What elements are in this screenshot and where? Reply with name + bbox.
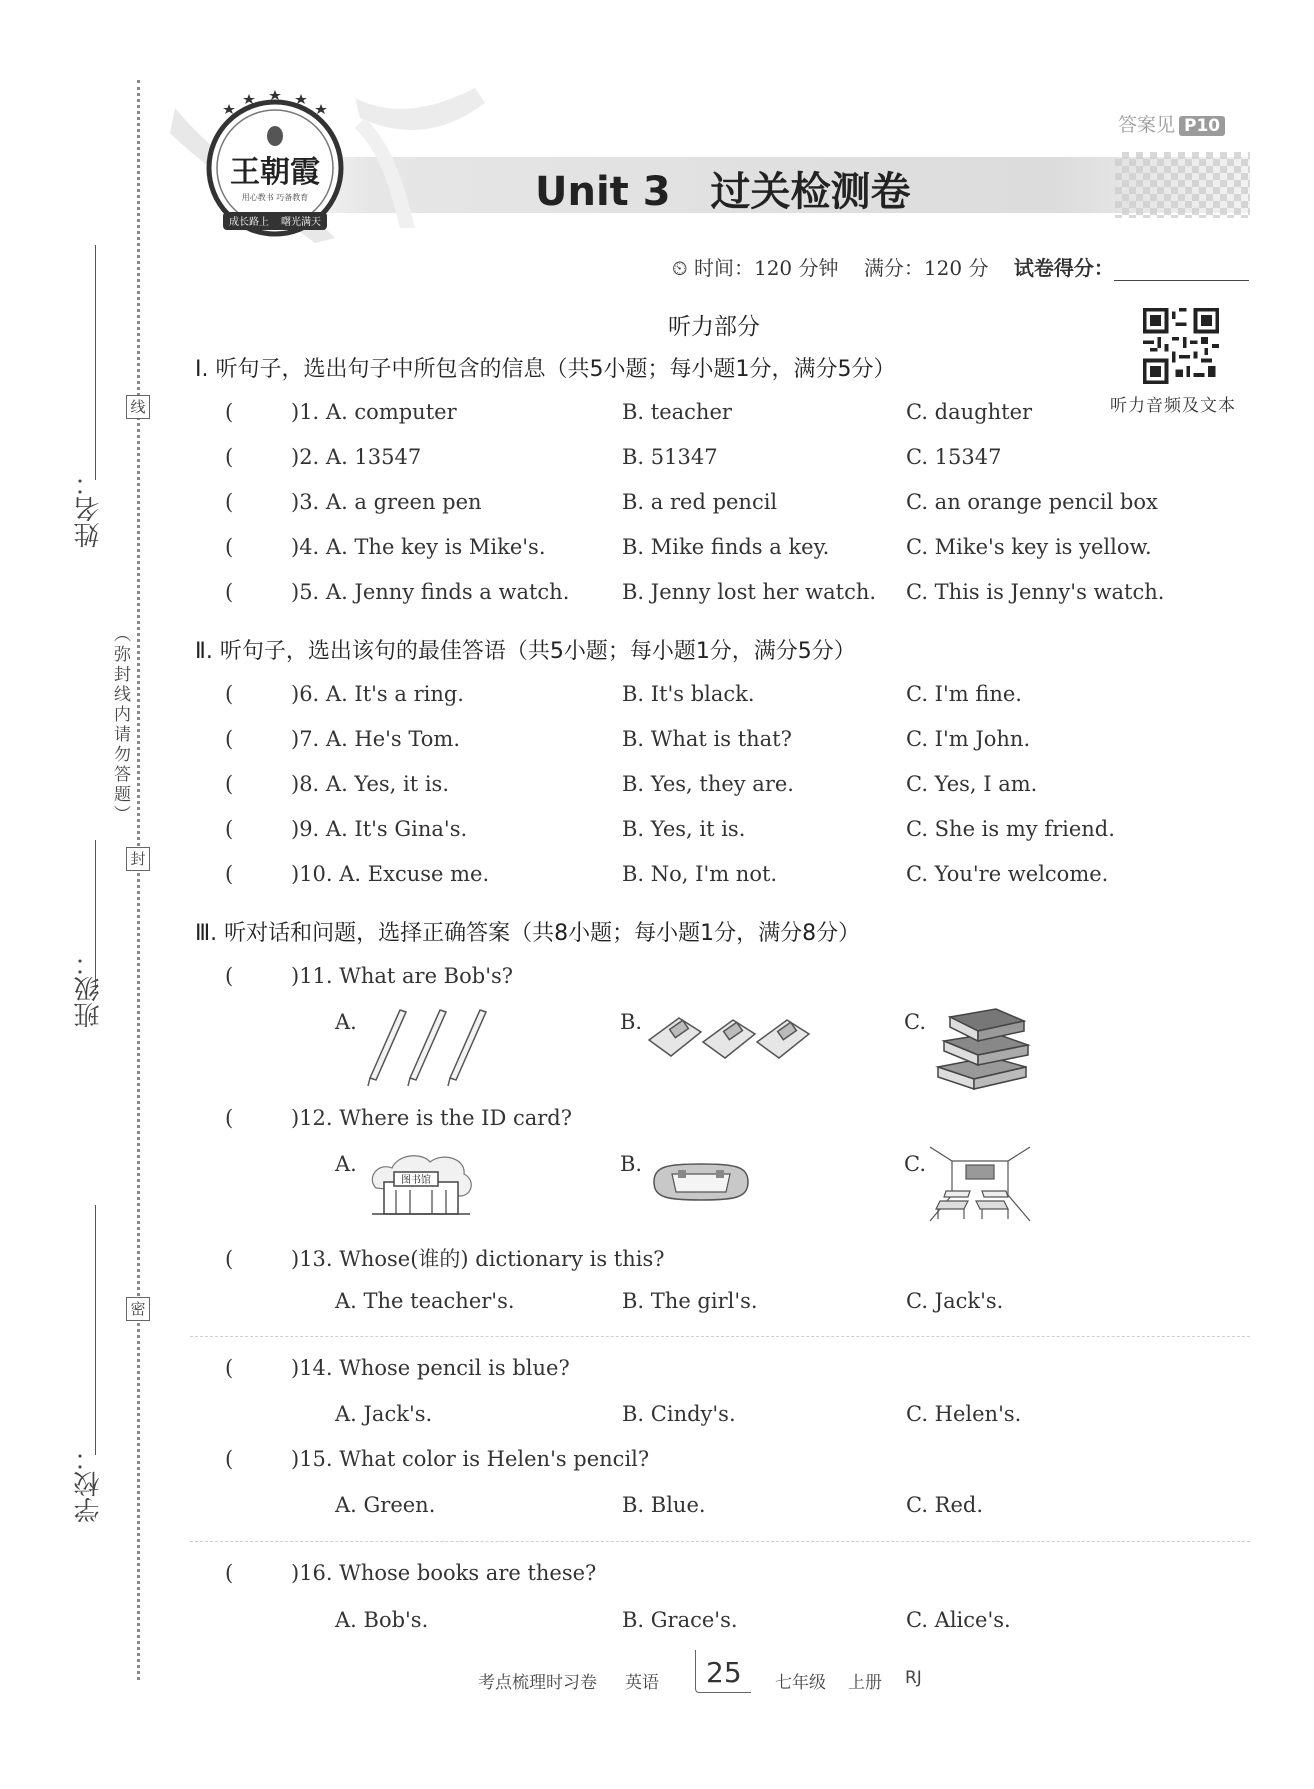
clock-icon: ⏲ <box>672 256 688 280</box>
score-label: 试卷得分： <box>1013 256 1114 280</box>
question-16-text: )16. Whose books are these? <box>291 1561 597 1585</box>
answer-reference <box>1118 110 1225 137</box>
question-12-label-c: C. <box>904 1152 926 1176</box>
question-13-option-a: A. The teacher's. <box>335 1289 515 1313</box>
library-sign: 图书馆 <box>401 1175 431 1186</box>
question-1-option-c: C. daughter <box>906 400 1033 424</box>
question-3-option-a: )3. A. a green pen <box>291 490 482 514</box>
question-4 <box>225 535 546 559</box>
question-13 <box>225 1243 665 1273</box>
question-15-option-b: B. Blue. <box>622 1493 706 1517</box>
page-number: 25 <box>706 1656 742 1689</box>
question-7-option-b: B. What is that? <box>622 727 792 751</box>
question-6-option-b: B. It's black. <box>622 682 755 706</box>
question-1 <box>225 400 457 424</box>
question-16-option-a: A. Bob's. <box>335 1608 429 1632</box>
question-11 <box>225 964 513 988</box>
question-15-text: )15. What color is Helen's pencil? <box>291 1447 650 1471</box>
answer-blank[interactable]: ( <box>225 1447 234 1471</box>
answer-blank[interactable]: ( <box>225 727 234 751</box>
seal-note: （弥封线内请勿答题） <box>110 625 130 825</box>
exam-meta <box>672 252 1249 281</box>
answer-blank[interactable]: ( <box>225 580 234 604</box>
dialog-divider <box>190 1336 1250 1337</box>
seal-box: 封 <box>126 847 150 871</box>
school-label: 学校： <box>74 1445 104 1523</box>
question-15-option-a: A. Green. <box>335 1493 436 1517</box>
question-14-option-c: C. Helen's. <box>906 1402 1022 1426</box>
logo-badge-left: 成长路上 <box>229 217 269 228</box>
question-14-option-b: B. Cindy's. <box>622 1402 736 1426</box>
question-1-option-b: B. teacher <box>622 400 732 424</box>
listening-title: 听力部分 <box>668 314 760 340</box>
question-6-option-a: )6. A. It's a ring. <box>291 682 464 706</box>
question-13-option-b: B. The girl's. <box>622 1289 758 1313</box>
question-9 <box>225 817 467 841</box>
name-label: 姓名： <box>74 470 104 548</box>
question-14-option-a: A. Jack's. <box>335 1402 433 1426</box>
question-9-option-c: C. She is my friend. <box>906 817 1115 841</box>
score-blank[interactable] <box>1114 260 1249 281</box>
question-16 <box>225 1561 596 1585</box>
section-1-title: Ⅰ. 听句子，选出句子中所包含的信息（共5小题；每小题1分，满分5分） <box>195 357 896 382</box>
footer-term: 上册 <box>848 1673 882 1693</box>
pencil-case-icon <box>648 1160 754 1204</box>
question-3-option-c: C. an orange pencil box <box>906 490 1158 514</box>
secret-box: 密 <box>126 1297 150 1321</box>
question-5-option-b: B. Jenny lost her watch. <box>622 580 877 604</box>
question-12 <box>225 1106 572 1130</box>
question-10-option-a: )10. A. Excuse me. <box>291 862 490 886</box>
answer-blank[interactable]: ( <box>225 862 234 886</box>
question-8-option-c: C. Yes, I am. <box>906 772 1038 796</box>
footer-series: 考点梳理时习卷 <box>478 1673 597 1693</box>
logo-emblem <box>165 78 495 248</box>
dialog-divider <box>190 1541 1250 1542</box>
question-7-option-a: )7. A. He's Tom. <box>291 727 460 751</box>
question-2-option-a: )2. A. 13547 <box>291 445 422 469</box>
answer-blank[interactable]: ( <box>225 1247 234 1271</box>
question-6-option-c: C. I'm fine. <box>906 682 1022 706</box>
question-11-label-c: C. <box>904 1010 926 1034</box>
question-2-option-c: C. 15347 <box>906 445 1002 469</box>
answer-blank[interactable]: ( <box>225 682 234 706</box>
question-1-option-a: )1. A. computer <box>291 400 457 424</box>
answer-blank[interactable]: ( <box>225 1561 234 1585</box>
question-11-label-a: A. <box>335 1010 357 1034</box>
section-2-title: Ⅱ. 听句子，选出该句的最佳答语（共5小题；每小题1分，满分5分） <box>195 639 856 664</box>
title-name: 过关检测卷 <box>710 169 911 215</box>
question-15-option-c: C. Red. <box>906 1493 984 1517</box>
question-10 <box>225 862 489 886</box>
header-checker-pattern <box>1115 152 1250 218</box>
question-11-text: )11. What are Bob's? <box>291 964 513 988</box>
question-16-option-c: C. Alice's. <box>906 1608 1011 1632</box>
question-5-option-a: )5. A. Jenny finds a watch. <box>291 580 570 604</box>
answer-blank[interactable]: ( <box>225 490 234 514</box>
footer-subject: 英语 <box>625 1673 659 1693</box>
qr-code-icon[interactable] <box>1143 308 1219 384</box>
classroom-icon <box>928 1145 1032 1223</box>
answer-blank[interactable]: ( <box>225 1106 234 1130</box>
question-15 <box>225 1447 649 1471</box>
question-9-option-a: )9. A. It's Gina's. <box>291 817 468 841</box>
footer-edition: RJ <box>905 1668 922 1688</box>
page-title <box>535 160 911 217</box>
question-8-option-b: B. Yes, they are. <box>622 772 794 796</box>
question-9-option-b: B. Yes, it is. <box>622 817 746 841</box>
question-11-label-b: B. <box>620 1010 643 1034</box>
question-5 <box>225 580 569 604</box>
answer-ref-page: P10 <box>1179 116 1225 136</box>
school-underline <box>95 1205 96 1455</box>
question-4-option-a: )4. A. The key is Mike's. <box>291 535 546 559</box>
question-4-option-c: C. Mike's key is yellow. <box>906 535 1152 559</box>
question-5-option-c: C. This is Jenny's watch. <box>906 580 1165 604</box>
answer-blank[interactable]: ( <box>225 964 234 988</box>
seal-line-box: 线 <box>126 395 150 419</box>
question-12-label-b: B. <box>620 1152 643 1176</box>
qr-caption: 听力音频及文本 <box>1110 396 1236 416</box>
library-icon <box>362 1148 478 1218</box>
erasers-icon <box>645 1010 815 1072</box>
answer-blank[interactable]: ( <box>225 400 234 424</box>
question-7-option-c: C. I'm John. <box>906 727 1031 751</box>
logo-brand: 王朝霞 <box>230 155 320 190</box>
class-label: 班级： <box>74 950 104 1028</box>
exam-time: 时间：120 分钟 <box>693 256 839 280</box>
question-13-text: )13. Whose(谁的) dictionary is this? <box>291 1247 665 1271</box>
pencils-icon <box>362 1008 492 1088</box>
books-icon <box>930 1005 1035 1090</box>
question-14-text: )14. Whose pencil is blue? <box>291 1356 570 1380</box>
question-6 <box>225 682 464 706</box>
question-12-text: )12. Where is the ID card? <box>291 1106 573 1130</box>
logo-badge-right: 曙光满天 <box>281 217 321 228</box>
footer-grade: 七年级 <box>775 1673 826 1693</box>
answer-blank[interactable]: ( <box>225 445 234 469</box>
binding-dotted-line <box>137 80 140 1680</box>
answer-blank[interactable]: ( <box>225 1356 234 1380</box>
question-4-option-b: B. Mike finds a key. <box>622 535 830 559</box>
question-8 <box>225 772 449 796</box>
question-16-option-b: B. Grace's. <box>622 1608 738 1632</box>
section-3-title: Ⅲ. 听对话和问题，选择正确答案（共8小题；每小题1分，满分8分） <box>195 921 861 946</box>
answer-ref-label: 答案见 <box>1118 114 1176 136</box>
question-8-option-a: )8. A. Yes, it is. <box>291 772 450 796</box>
question-3-option-b: B. a red pencil <box>622 490 778 514</box>
question-13-option-c: C. Jack's. <box>906 1289 1004 1313</box>
question-2 <box>225 445 421 469</box>
question-2-option-b: B. 51347 <box>622 445 718 469</box>
question-7 <box>225 727 460 751</box>
question-10-option-b: B. No, I'm not. <box>622 862 778 886</box>
question-3 <box>225 490 482 514</box>
title-unit: Unit 3 <box>535 169 671 215</box>
logo-tagline: 用心教书 巧备教育 <box>241 193 309 202</box>
question-10-option-c: C. You're welcome. <box>906 862 1109 886</box>
name-underline <box>95 245 96 480</box>
answer-blank[interactable]: ( <box>225 535 234 559</box>
question-12-label-a: A. <box>335 1152 357 1176</box>
question-14 <box>225 1356 570 1380</box>
answer-blank[interactable]: ( <box>225 772 234 796</box>
answer-blank[interactable]: ( <box>225 817 234 841</box>
exam-full-score: 满分：120 分 <box>863 256 989 280</box>
